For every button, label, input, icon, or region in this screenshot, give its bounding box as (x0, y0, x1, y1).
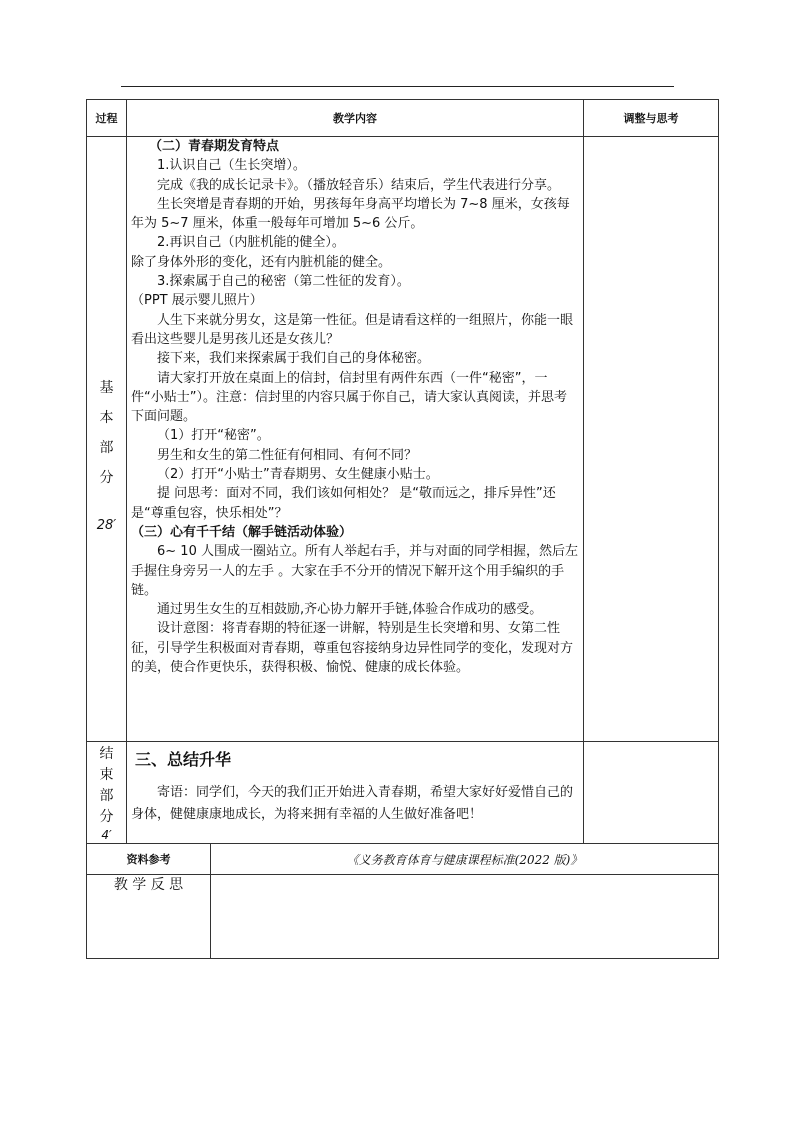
content-line: 人生下来就分男女，这是第一性征。但是请看这样的一组照片，你能一眼看出这些婴儿是男孩儿还是女孩儿？ (131, 312, 574, 347)
lesson-plan-table (86, 99, 719, 959)
content-line: （2）打开“小贴士”青春期男、女生健康小贴士。 (157, 467, 439, 483)
stage-char: 结 (99, 746, 114, 762)
header-process: 过程 (87, 100, 127, 137)
basic-row (87, 137, 719, 742)
content-line: 提 问思考：面对不同，我们该如何相处？ 是“敬而远之，排斥异性”还是“尊重包容，快乐相处”？ (131, 486, 556, 521)
basic-stage-cell (87, 137, 127, 742)
reflection-content-cell (211, 875, 719, 959)
content-line: 1.认识自己（生长突增）。 (157, 158, 306, 174)
reflection-row (87, 875, 719, 959)
stage-char: 束 (99, 767, 114, 783)
content-line: 除了身体外形的变化，还有内脏机能的健全。 (131, 254, 392, 270)
stage-time: 28′ (96, 518, 117, 533)
content-line: 生长突增是青春期的开始，男孩每年身高平均增长为 7~8 厘米，女孩每年为 5~7 厘米，体重一般每年可增加 5~6 公斤。 (131, 196, 570, 232)
header-content: 教学内容 (127, 100, 584, 137)
top-rule (121, 86, 674, 87)
stage-char: 基 (99, 380, 114, 396)
section-heading: （二）青春期发育特点 (149, 139, 280, 154)
stage-char: 部 (99, 788, 114, 804)
content-line: 完成《我的成长记录卡》。（播放轻音乐）结束后，学生代表进行分享。 (157, 177, 561, 193)
reflection-char: 教 (113, 877, 128, 893)
stage-char: 部 (99, 440, 114, 456)
content-line: 3.探索属于自己的秘密（第二性征的发育）。 (157, 274, 410, 290)
header-row (87, 100, 719, 137)
stage-time: 4′ (101, 828, 112, 842)
reference-label: 资料参考 (87, 844, 211, 875)
stage-char: 分 (99, 809, 114, 825)
ending-content-cell (127, 742, 584, 844)
basic-content-cell (127, 137, 584, 742)
ending-adjust-cell (584, 742, 719, 844)
content-line: 6~ 10 人围成一圈站立。所有人举起右手，并与对面的同学相握，然后左手握住身旁另一人的左手 。大家在手不分开的情况下解开这个用手编织的手链。 (131, 544, 578, 598)
reflection-char: 反 (150, 877, 165, 893)
reflection-char: 思 (169, 877, 184, 893)
summary-title: 三、总结升华 (135, 750, 232, 769)
stage-char: 本 (99, 410, 114, 426)
content-line: （PPT 展示婴儿照片） (131, 293, 263, 309)
content-line: 2.再识自己（内脏机能的健全）。 (157, 235, 345, 251)
content-line: 请大家打开放在桌面上的信封，信封里有两件东西（一件“秘密”，一件“小贴士”）。注意：信封里的内容只属于你自己，请大家认真阅读，并思考下面问题。 (131, 370, 567, 425)
basic-adjust-cell (584, 137, 719, 742)
reference-text: 《义务教育体育与健康课程标准(2022 版)》 (211, 844, 719, 875)
content-line: 接下来，我们来探索属于我们自己的身体秘密。 (157, 351, 431, 367)
summary-text: 寄语：同学们，今天的我们正开始进入青春期，希望大家好好爱惜自己的身体，健健康康地成长，为将来拥有幸福的人生做好准备吧！ (131, 785, 574, 822)
ending-stage-cell (87, 742, 127, 844)
content-line: 通过男生女生的互相鼓励,齐心协力解开手链,体验合作成功的感受。 (157, 602, 543, 618)
content-line: 男生和女生的第二性征有何相同、有何不同？ (157, 447, 418, 463)
ending-row (87, 742, 719, 844)
content-line: （1）打开“秘密”。 (157, 428, 270, 444)
reflection-char: 学 (132, 877, 147, 893)
section-heading: （三）心有千千结（解手链活动体验） (131, 524, 353, 540)
stage-char: 分 (99, 470, 114, 486)
reference-row (87, 844, 719, 875)
content-line: 设计意图：将青春期的特征逐一讲解，特别是生长突增和男、女第二性征，引导学生积极面对青春期，尊重包容接纳身边异性同学的变化，发现对方的美，使合作更快乐，获得积极、愉悦、健康的成长体验。 (131, 621, 574, 676)
reflection-label-cell (87, 875, 211, 959)
header-adjust: 调整与思考 (584, 100, 719, 137)
